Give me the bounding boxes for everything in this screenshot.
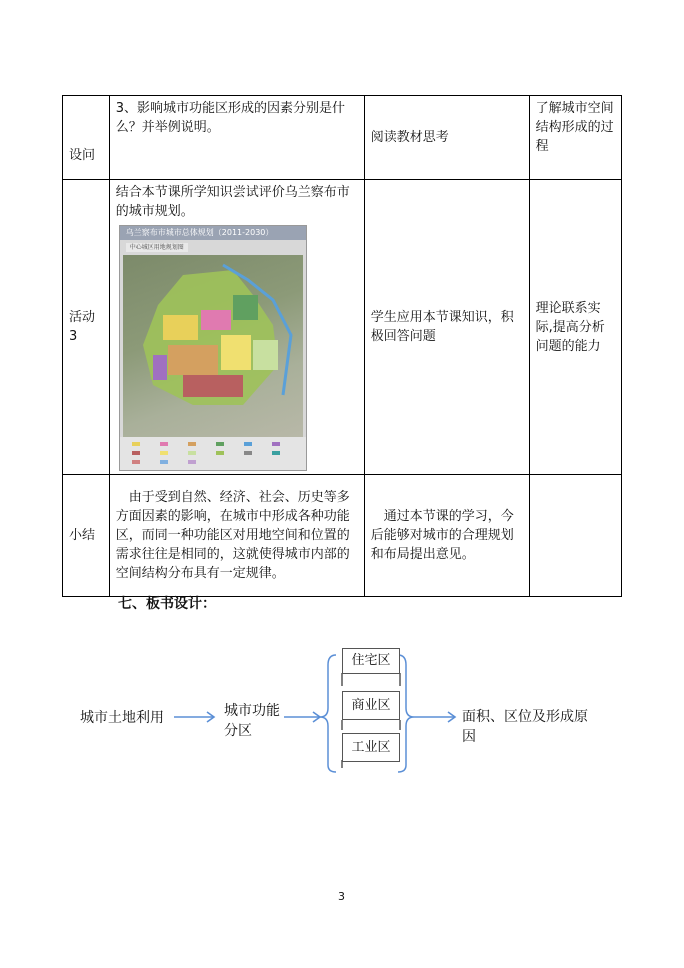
- map-subtitle: 中心城区用地规划图: [126, 243, 188, 252]
- page-number: 3: [338, 890, 345, 903]
- row-label-text: 设问: [69, 148, 96, 163]
- row-label-text: 活动 3: [69, 310, 96, 344]
- board-heading: 七、板书设计：: [118, 596, 216, 612]
- student-text: 阅读教材思考: [370, 130, 449, 145]
- arrow-icon: [284, 712, 320, 722]
- right-brace-icon: [398, 655, 414, 772]
- student-text: 学生应用本节课知识，积极回答问题: [370, 310, 514, 344]
- left-brace-icon: [320, 655, 336, 772]
- row-label-text: 小结: [69, 528, 96, 543]
- zone-box-residential: 住宅区: [342, 648, 400, 674]
- arrow-icon: [414, 712, 455, 722]
- board-result-text: [462, 707, 600, 745]
- board-middle-text: 城市功能分区: [224, 703, 280, 739]
- student-text: 通过本节课的学习，今后能够对城市的合理规划和布局提出意见。: [370, 509, 514, 562]
- arrow-icon: [174, 712, 214, 722]
- content-text: 由于受到自然、经济、社会、历史等多方面因素的影响，在城市中形成各种功能区，而同一种功能区对用地空间和位置的需求往往是相同的，这就使得城市内部的空间结构分布具有一定规律。: [115, 490, 350, 581]
- purpose-text: 理论联系实际,提高分析问题的能力: [535, 300, 605, 354]
- zone-box-industrial: 工业区: [342, 733, 400, 762]
- board-start-text: 城市土地利用: [80, 710, 164, 726]
- content-text: 结合本节课所学知识尝试评价乌兰察布市的城市规划。: [115, 185, 350, 219]
- purpose-text: 了解城市空间结构形成的过程: [535, 101, 614, 154]
- map-title: 乌兰察布市城市总体规划（2011-2030）: [120, 226, 306, 240]
- content-text: 3、影响城市功能区形成的因素分别是什么？并举例说明。: [115, 101, 346, 135]
- board-result-label: 面积、区位及形成原因: [462, 709, 588, 745]
- zone-box-commercial: 商业区: [342, 691, 400, 720]
